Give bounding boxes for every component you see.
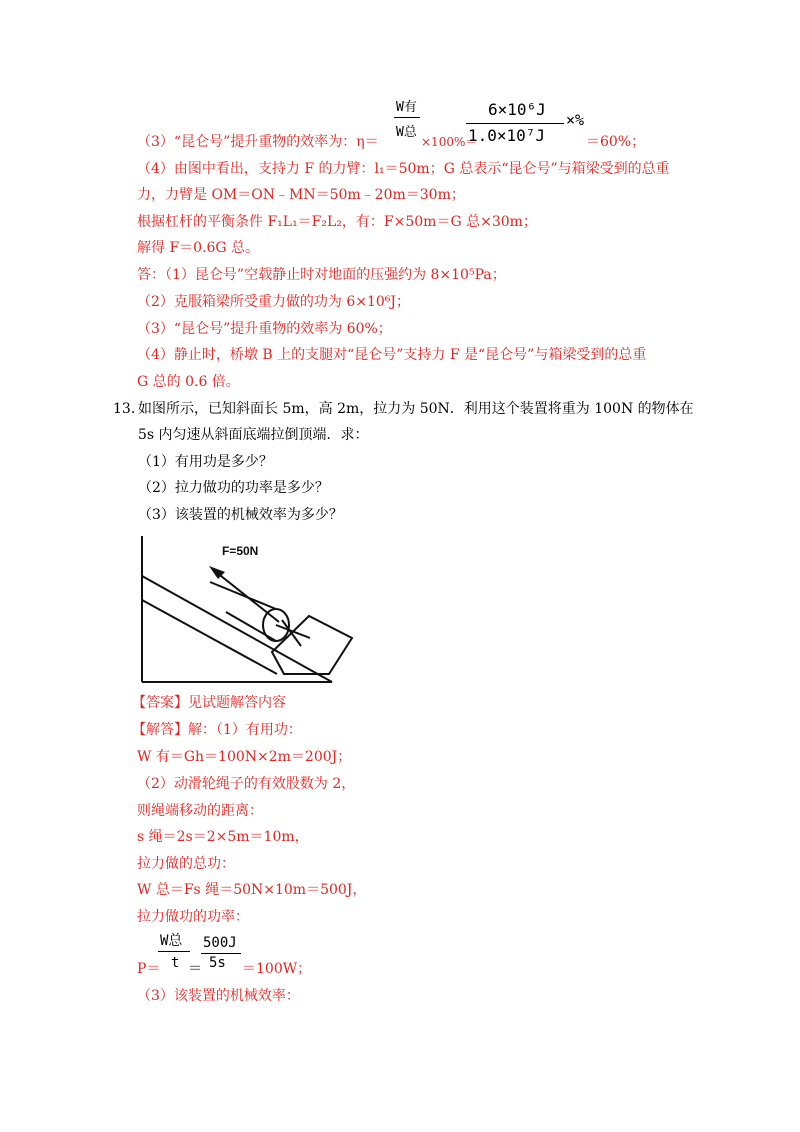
answer-text: 见试题解答内容: [188, 695, 286, 711]
solution-step-6: W 总＝Fs 绳＝50N×10m＝500J，: [137, 882, 367, 898]
solution-step-2: （2）动滑轮绳子的有效股数为 2，: [137, 776, 356, 792]
answer-summary-5: G 总的 0.6 倍。: [137, 374, 240, 390]
incline-figure: [134, 534, 364, 686]
answer-summary-4: （4）静止时，桥墩 B 上的支腿对“昆仑号”支持力 F 是“昆仑号”与箱梁受到的总重: [137, 347, 647, 363]
fraction-bar: [158, 951, 190, 952]
question-text-line-2: 5s 内匀速从斜面底端拉倒顶端．求：: [138, 427, 369, 443]
solution-line-7: 解得 F＝0.6G 总。: [137, 240, 260, 256]
load-box: [272, 616, 352, 674]
solution-step-7: 拉力做功的功率：: [137, 909, 249, 925]
fraction-bar: [466, 123, 564, 124]
solution-step-5: 拉力做的总功：: [137, 856, 235, 872]
fraction-denominator: 1.0×10⁷J: [468, 126, 546, 145]
solution-heading: [132, 721, 302, 739]
sub-question-1: （1）有用功是多少？: [138, 454, 273, 470]
solution-step-3: 则绳端移动的距离：: [137, 803, 263, 819]
solution-line-4: （4）由图中看出，支持力 F 的力臂：l₁＝50m；G 总表示“昆仑号”与箱梁受到的总重: [137, 161, 670, 177]
incline-top-edge: [142, 576, 332, 682]
answer-summary-2: （2）克服箱梁所受重力做的功为 6×10⁶J；: [137, 294, 411, 310]
power-result: ＝100W；: [242, 961, 312, 977]
fraction-bar: [201, 953, 241, 954]
efficiency-line-label: （3）“昆仑号”提升重物的效率为：η＝: [137, 134, 379, 150]
fraction-denominator: W总: [396, 125, 417, 140]
fraction-denominator: t: [171, 955, 180, 971]
fraction-numerator: W有: [396, 100, 417, 115]
force-label: F=50N: [222, 544, 259, 558]
answer-tag: 【答案】: [132, 695, 188, 711]
solution-line-5: 力，力臂是 OM＝ON﹣MN＝50m﹣20m＝30m；: [137, 187, 465, 203]
fraction-denominator: 5s: [209, 955, 226, 971]
question-number: 13．: [113, 401, 145, 417]
fraction-bar: [394, 117, 420, 118]
solution-intro: 解：（1）有用功：: [188, 722, 302, 738]
answer-summary-3: （3）“昆仑号”提升重物的效率为 60%；: [137, 321, 392, 337]
answer-summary-1: 答：（1）昆仑号”空载静止时对地面的压强约为 8×10⁵Pa；: [137, 267, 506, 283]
fraction-numerator: 500J: [203, 935, 237, 951]
solution-step-1: W 有＝Gh＝100N×2m＝200J；: [137, 749, 352, 765]
equals-sign: ＝: [188, 961, 202, 977]
solution-step-4: s 绳＝2s＝2×5m＝10m，: [137, 829, 309, 845]
force-arrow: [216, 572, 279, 622]
solution-tag: 【解答】: [132, 722, 188, 738]
fraction-tail: ×%: [566, 111, 585, 129]
question-text-line-1: 如图所示，已知斜面长 5m，高 2m，拉力为 50N．利用这个装置将重为 100N 的物体在: [138, 401, 694, 417]
power-prefix: P＝: [137, 961, 161, 977]
fraction-numerator: W总: [160, 933, 183, 949]
solution-line-6: 根据杠杆的平衡条件 F₁L₁＝F₂L₂，有：F×50m＝G 总×30m；: [137, 214, 537, 230]
sub-question-2: （2）拉力做功的功率是多少？: [138, 480, 329, 496]
efficiency-times: ×100%＝: [421, 135, 478, 149]
solution-step-9: （3）该装置的机械效率：: [137, 988, 300, 1004]
sub-question-3: （3）该装置的机械效率为多少？: [138, 507, 343, 523]
answer-line: [132, 694, 286, 712]
incline-inner-edge: [142, 600, 277, 674]
efficiency-result: ＝60%；: [586, 134, 646, 150]
fraction-numerator: 6×10⁶J: [488, 100, 546, 119]
